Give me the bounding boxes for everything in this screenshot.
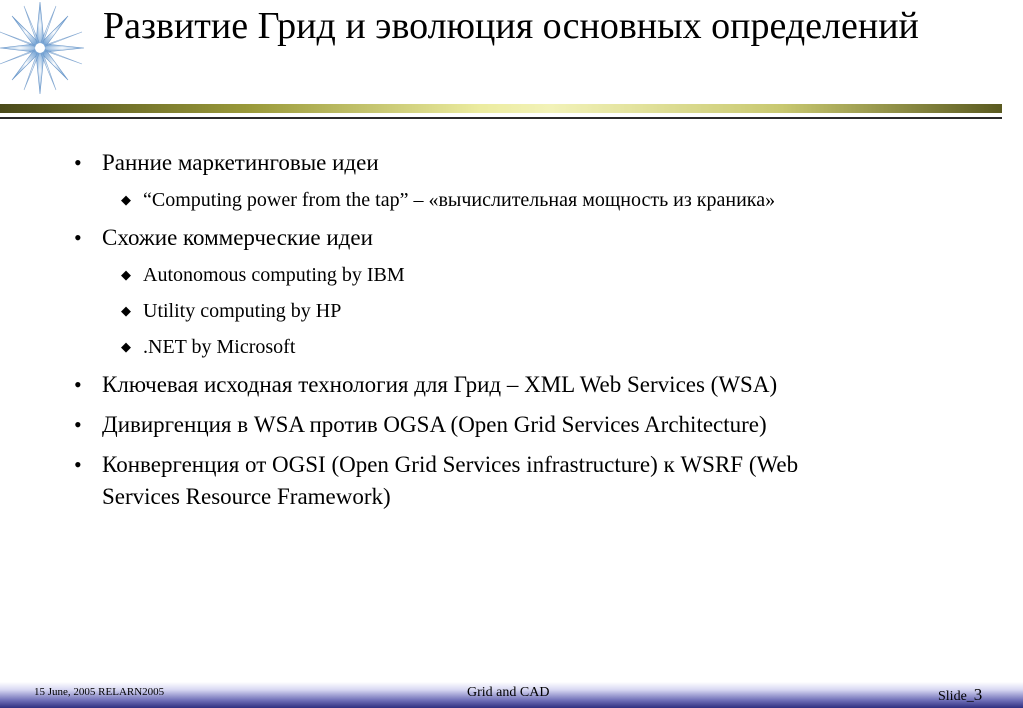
footer-slide-number	[938, 685, 982, 705]
sub-bullet-text: Utility computing by HP	[143, 300, 342, 322]
bullet-dot-icon: •	[74, 150, 82, 175]
bullet-dot-icon: •	[74, 412, 82, 437]
bullet-text: Ранние маркетинговые идеи	[102, 150, 379, 175]
diamond-bullet-icon: ◆	[121, 339, 131, 354]
bullet-item	[74, 147, 379, 179]
diamond-bullet-icon: ◆	[121, 267, 131, 282]
sub-bullet-item	[121, 261, 405, 289]
footer-date: 15 June, 2005 RELARN2005	[34, 686, 165, 698]
bullet-dot-icon: •	[74, 372, 82, 397]
bullet-item	[74, 409, 767, 441]
title-underline-bar	[0, 104, 1002, 113]
bullet-text: Схожие коммерческие идеи	[102, 225, 373, 250]
bullet-item	[74, 369, 778, 401]
footer-title: Grid and CAD	[467, 685, 550, 700]
diamond-bullet-icon: ◆	[121, 303, 131, 318]
bullet-dot-icon: •	[74, 452, 82, 477]
sub-bullet-item	[121, 333, 296, 361]
bullet-text: Ключевая исходная технология для Грид – XML Web Services (WSA)	[102, 372, 778, 397]
diamond-bullet-icon: ◆	[121, 192, 131, 207]
bullet-item	[74, 222, 373, 254]
sub-bullet-text: “Computing power from the tap” – «вычислительная мощность из краника»	[143, 189, 776, 211]
bullet-item	[74, 449, 799, 481]
sub-bullet-text: .NET by Microsoft	[143, 336, 296, 358]
sub-bullet-item	[121, 186, 776, 214]
bullet-continuation	[102, 481, 391, 513]
star-logo-icon	[0, 0, 86, 100]
bullet-text: Дивиргенция в WSA против OGSA (Open Grid Services Architecture)	[102, 412, 767, 437]
slide-number: 3	[973, 685, 983, 704]
title-underline-rule	[0, 117, 1002, 119]
sub-bullet-item	[121, 297, 342, 325]
slide-label: Slide_	[938, 689, 974, 704]
bullet-text-continuation: Services Resource Framework)	[102, 484, 391, 509]
sub-bullet-text: Autonomous computing by IBM	[143, 264, 405, 286]
slide-title: Развитие Грид и эволюция основных определений	[103, 5, 919, 47]
bullet-dot-icon: •	[74, 225, 82, 250]
bullet-text: Конвергенция от OGSI (Open Grid Services infrastructure) к WSRF (Web	[102, 452, 799, 477]
